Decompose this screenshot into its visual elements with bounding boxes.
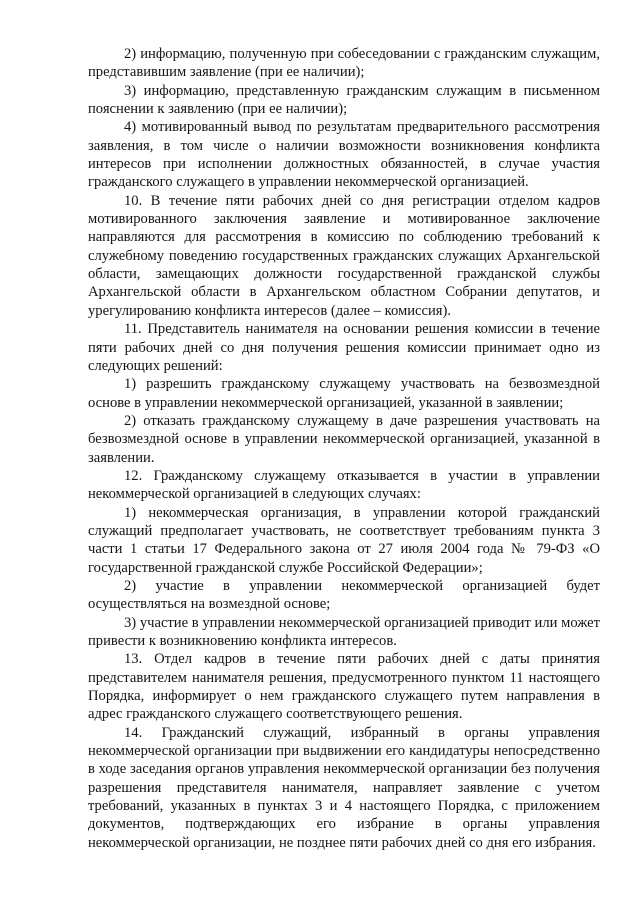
paragraph-section-12: 12. Гражданскому служащему отказывается в участии в управлении некоммерческой организацией в следующих случаях:	[88, 467, 600, 503]
paragraph-section-10: 10. В течение пяти рабочих дней со дня регистрации отделом кадров мотивированного заключения заявление и мотивированное заключение направляются для рассмотрения в комиссию по соблюдению требований к служебному поведению государственных гражданских служащих Архангельской области, замещающих должности государственной гражданской службы Архангельской области в Архангельском областном Собрании депутатов, и урегулированию конфликта интересов (далее – комиссия).	[88, 192, 600, 319]
paragraph-section-11-item-2: 2) отказать гражданскому служащему в даче разрешения участвовать на безвозмездной основе в управлении некоммерческой организацией, указанной в заявлении.	[88, 412, 600, 466]
paragraph-section-11: 11. Представитель нанимателя на основании решения комиссии в течение пяти рабочих дней со дня получения решения комиссии принимает одно из следующих решений:	[88, 321, 600, 374]
paragraph-section-12-item-2: 2) участие в управлении некоммерческой организацией будет осуществляться на возмездной основе;	[88, 577, 600, 613]
paragraph-item-2-info-interview: 2) информацию, полученную при собеседовании с гражданским служащим, представившим заявление (при ее наличии);	[88, 46, 600, 81]
paragraph-section-11-item-1: 1) разрешить гражданскому служащему участвовать на безвозмездной основе в управлении некоммерческой организацией, указанной в заявлении;	[88, 376, 600, 411]
paragraph-section-13: 13. Отдел кадров в течение пяти рабочих дней с даты принятия представителем нанимателя решения, предусмотренного пунктом 11 настоящего Порядка, информирует о нем гражданского служащего путем направления в адрес гражданского служащего соответствующего решения.	[88, 651, 600, 723]
paragraph-item-4-motivated-conclusion: 4) мотивированный вывод по результатам предварительного рассмотрения заявления, в том числе о наличии возможности возникновения конфликта интересов при исполнении должностных обязанностей, в случае участия гражданского служащего в управлении некоммерческой организацией.	[88, 119, 600, 191]
paragraph-section-12-item-1: 1) некоммерческая организация, в управлении которой гражданский служащий предполагает участвовать, не соответствует требованиям пункта 3 части 1 статьи 17 Федерального закона от 27 июля 2004 года № 79-ФЗ «О государственной гражданской службе Российской Федерации»;	[88, 504, 600, 576]
paragraph-section-14: 14. Гражданский служащий, избранный в органы управления некоммерческой организации при выдвижении его кандидатуры непосредственно в ходе заседания органов управления некоммерческой организации без получения разрешения представителя нанимателя, направляет заявление с учетом требований, указанных в пунктах 3 и 4 настоящего Порядка, с приложением документов, подтверждающих его избрание в органы управления некоммерческой организации, не позднее пяти рабочих дней со дня его избрания.	[88, 724, 600, 851]
paragraph-item-3-info-explanation: 3) информацию, представленную гражданским служащим в письменном пояснении к заявлению (при ее наличии);	[88, 82, 600, 118]
paragraph-section-12-item-3: 3) участие в управлении некоммерческой организацией приводит или может привести к возникновению конфликта интересов.	[88, 614, 600, 649]
document-page	[88, 45, 600, 852]
